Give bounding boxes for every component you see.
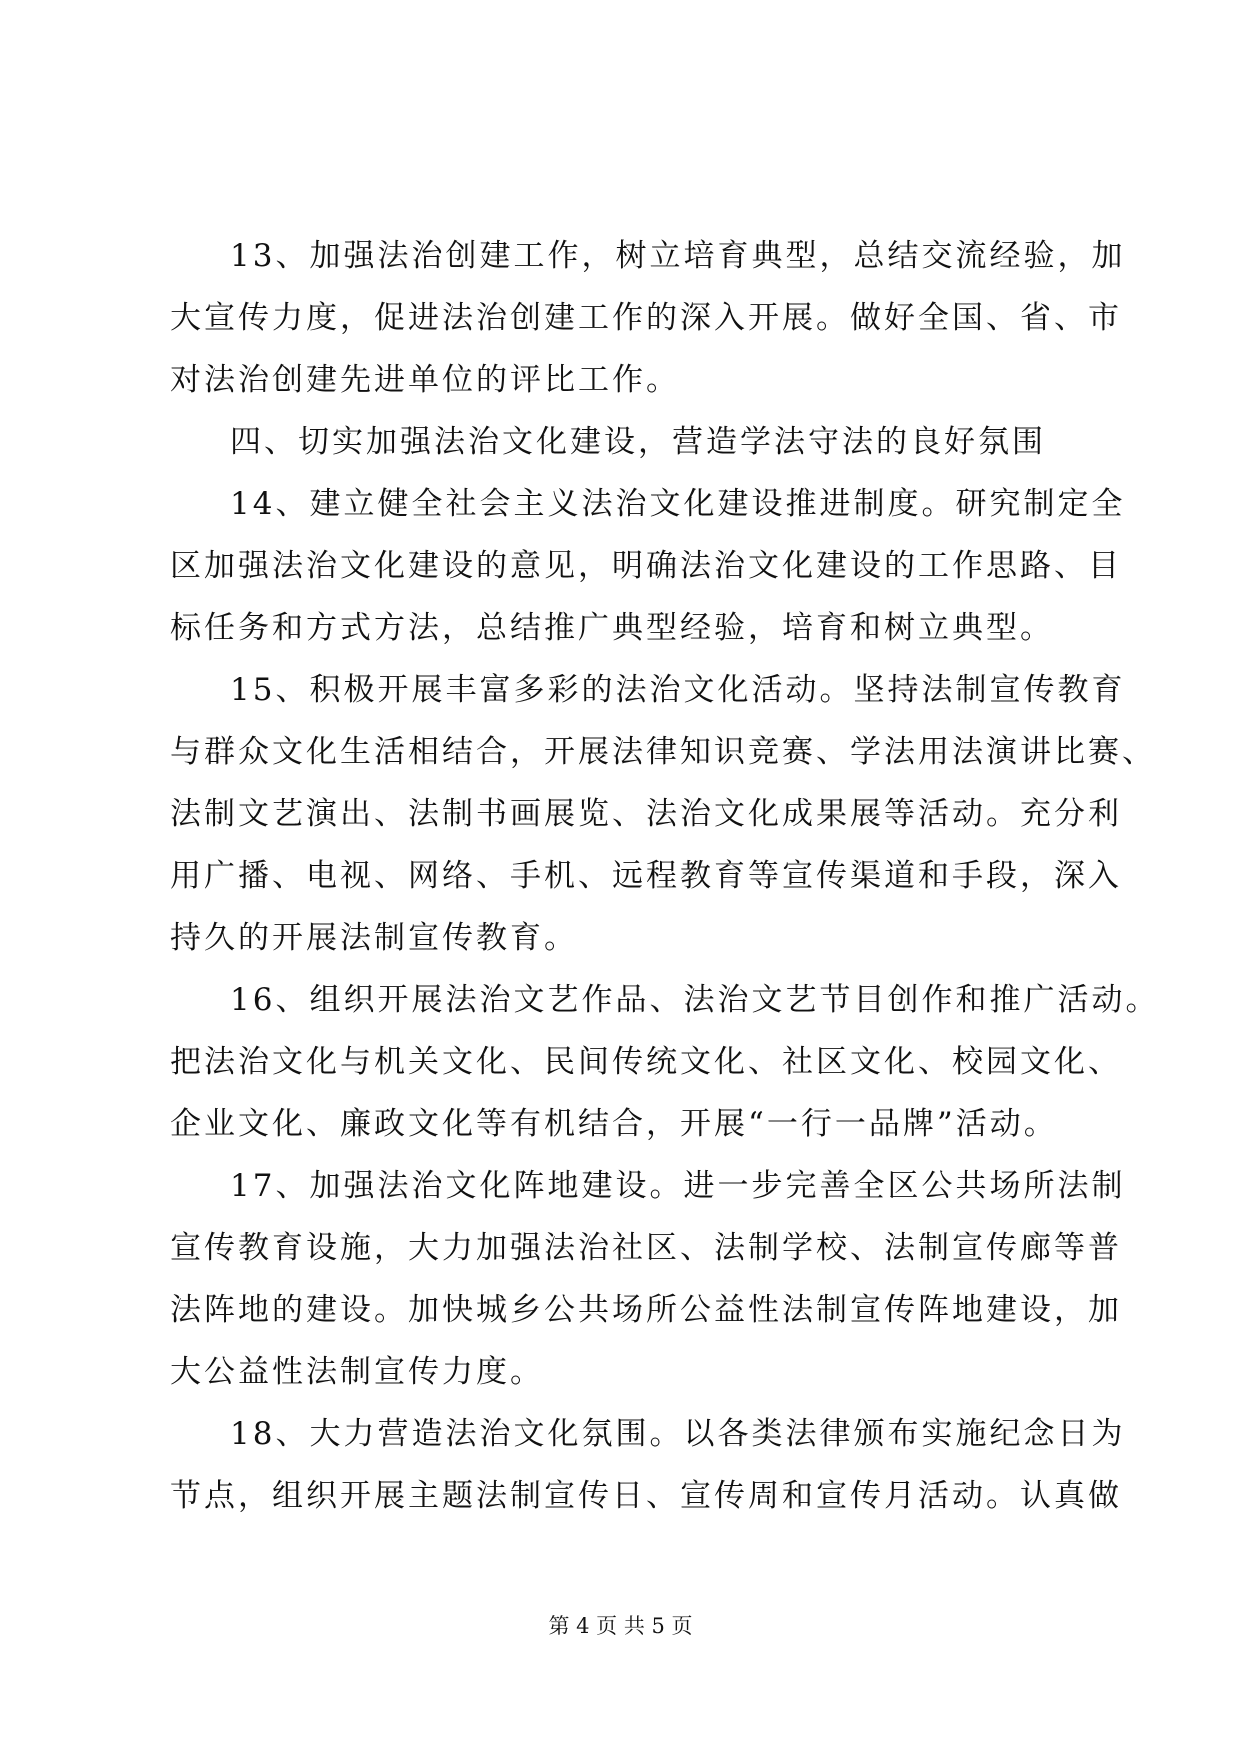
text-line: 法制文艺演出、法制书画展览、法治文化成果展等活动。充分利	[170, 796, 1122, 832]
text-line: 节点，组织开展主题法制宣传日、宣传周和宣传月活动。认真做	[170, 1478, 1122, 1514]
section-heading: 四、切实加强法治文化建设，营造学法守法的良好氛围	[230, 424, 1046, 460]
text-line: 把法治文化与机关文化、民间传统文化、社区文化、校园文化、	[170, 1044, 1122, 1080]
text-line: 标任务和方式方法，总结推广典型经验，培育和树立典型。	[170, 610, 1054, 646]
text-line: 15、积极开展丰富多彩的法治文化活动。坚持法制宣传教育	[230, 672, 1126, 708]
text-line: 大宣传力度，促进法治创建工作的深入开展。做好全国、省、市	[170, 300, 1122, 336]
text-line: 对法治创建先进单位的评比工作。	[170, 362, 680, 398]
text-line: 14、建立健全社会主义法治文化建设推进制度。研究制定全	[230, 486, 1126, 522]
text-line: 宣传教育设施，大力加强法治社区、法制学校、法制宣传廊等普	[170, 1230, 1122, 1266]
text-line: 持久的开展法制宣传教育。	[170, 920, 578, 956]
text-line: 18、大力营造法治文化氛围。以各类法律颁布实施纪念日为	[230, 1416, 1126, 1452]
page-number-footer: 第 4 页 共 5 页	[548, 1614, 693, 1638]
text-line: 与群众文化生活相结合，开展法律知识竞赛、学法用法演讲比赛、	[170, 734, 1156, 770]
text-line: 16、组织开展法治文艺作品、法治文艺节目创作和推广活动。	[230, 982, 1160, 1018]
text-line: 用广播、电视、网络、手机、远程教育等宣传渠道和手段，深入	[170, 858, 1122, 894]
text-line: 大公益性法制宣传力度。	[170, 1354, 544, 1390]
text-line: 区加强法治文化建设的意见，明确法治文化建设的工作思路、目	[170, 548, 1122, 584]
text-line: 17、加强法治文化阵地建设。进一步完善全区公共场所法制	[230, 1168, 1126, 1204]
text-line: 法阵地的建设。加快城乡公共场所公益性法制宣传阵地建设，加	[170, 1292, 1122, 1328]
text-line: 企业文化、廉政文化等有机结合，开展“一行一品牌”活动。	[170, 1106, 1058, 1142]
text-line: 13、加强法治创建工作，树立培育典型，总结交流经验，加	[230, 238, 1126, 274]
